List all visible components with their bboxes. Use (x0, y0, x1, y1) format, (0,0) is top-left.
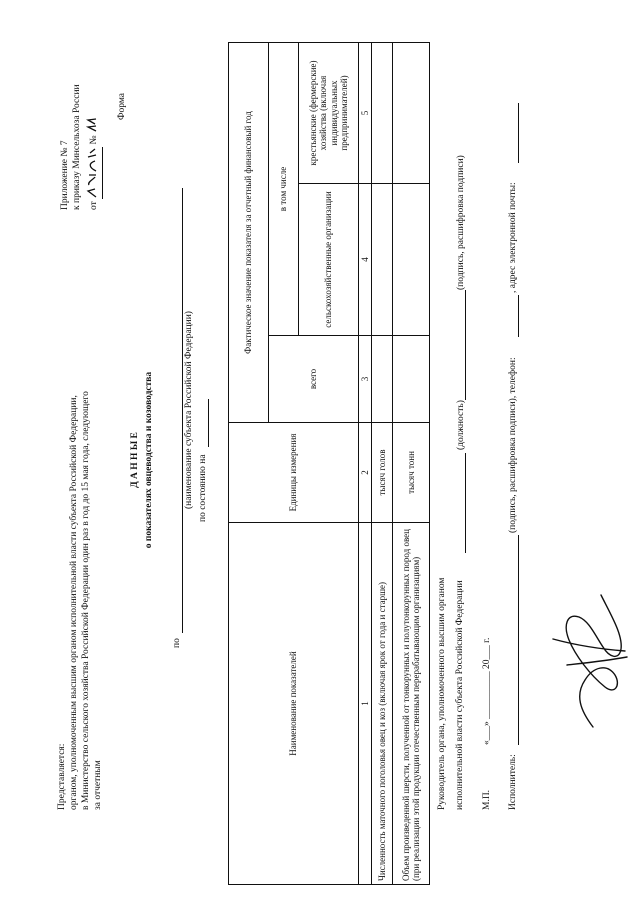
head-label-line-1: Руководитель органа, уполномоченного высшим органом (437, 577, 447, 810)
header-indicator-name: Наименование показателей (229, 523, 359, 885)
column-number: 2 (359, 423, 372, 523)
handwritten-date (86, 147, 103, 199)
header-including: в том числе (269, 42, 299, 335)
handwritten-number (86, 117, 102, 133)
row-agri-cell[interactable] (393, 184, 430, 336)
signature-line (465, 290, 466, 400)
region-prefix: по (172, 638, 182, 648)
as-of-line (208, 399, 209, 447)
row-indicator-name: Объем произведенной шерсти, полученной от тонкорунных и полутонкорунных пород овец (при реализации этой продукции отечественным перерабатывающим организациям) (393, 523, 430, 885)
appendix-line-1: Приложение № 7 (60, 140, 70, 210)
executor-line (518, 535, 519, 745)
document-subtitle: о показателях овцеводства и козоводства (144, 371, 154, 549)
header-unit: Единицы измерения (229, 423, 359, 523)
email-label: , адрес электронной почты: (508, 182, 518, 293)
seal-label: М.П. (482, 789, 492, 810)
column-number: 3 (359, 336, 372, 423)
region-line (182, 188, 183, 633)
phone-line (518, 295, 519, 337)
header-actual-value: Фактическое значение показателя за отчетный финансовый год (229, 42, 269, 422)
indicators-table (228, 42, 430, 885)
document-heading: Д А Н Н Ы Е (130, 432, 140, 488)
executor-caption: (подпись, расшифровка подписи), телефон: (508, 357, 518, 533)
row-total-cell[interactable] (372, 336, 393, 423)
row-indicator-name: Численность маточного поголовья овец и коз (включая ярок от года и старше) (372, 523, 393, 885)
appendix-line-3: от № (84, 117, 101, 210)
row-unit: тысяч тонн (393, 423, 430, 523)
signature-caption: (подпись, расшифровка подписи) (456, 155, 466, 290)
submitter-line-3: в Министерство сельского хозяйства Российской Федерации один раз в год до 15 мая года, следующего (81, 391, 91, 810)
form-label: Форма (117, 92, 127, 120)
row-agri-cell[interactable] (372, 184, 393, 336)
appendix-line-2: к приказу Минсельхоза России (72, 84, 82, 210)
row-farm-cell[interactable] (393, 42, 430, 183)
head-label-line-2: исполнительной власти субъекта Российской Федерации (455, 580, 465, 810)
region-caption: (наименование субъекта Российской Федерации) (184, 311, 194, 509)
column-number: 4 (359, 184, 372, 336)
as-of-label: по состоянию на (198, 454, 208, 522)
position-caption: (должность) (456, 400, 466, 450)
row-unit: тысяч голов (372, 423, 393, 523)
submitter-line-1: Представляется: (57, 743, 67, 810)
table-row (393, 42, 430, 884)
date-line: «___» __________ 20___ г. (482, 637, 492, 745)
handwritten-signature (545, 575, 635, 735)
column-number: 1 (359, 523, 372, 885)
row-total-cell[interactable] (393, 336, 430, 423)
header-total: всего (269, 336, 359, 423)
executor-label: Исполнитель: (508, 754, 518, 810)
header-agri-orgs: сельскохозяйственные организации (299, 184, 359, 336)
table-row (372, 42, 393, 884)
position-line (465, 453, 466, 553)
submitter-line-4: за отчетным (93, 760, 103, 810)
column-number: 5 (359, 42, 372, 183)
submitter-line-2: органом, уполномоченным высшим органом исполнительной власти субъекта Российской Федерации, (69, 395, 79, 810)
header-farms: крестьянские (фермерские) хозяйства (включая индивидуальных предпринимателей) (299, 42, 359, 183)
row-farm-cell[interactable] (372, 42, 393, 183)
email-line (518, 103, 519, 163)
